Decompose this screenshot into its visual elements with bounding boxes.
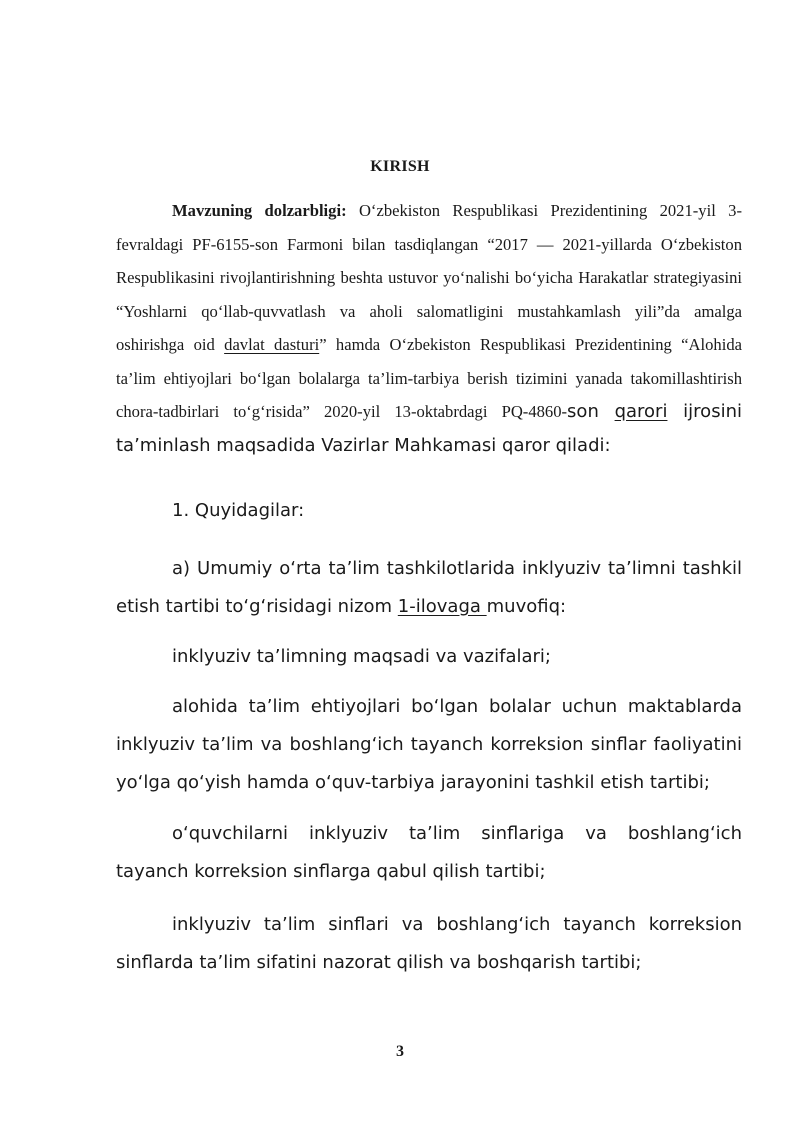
qarori-link[interactable]: qarori <box>614 401 668 422</box>
list-item: inklyuziv ta’lim sinflari va boshlang‘ich tayanch korreksion sinflarda ta’lim sifatini nazorat qilish va boshqarish tartibi; <box>116 914 742 973</box>
list-item: o‘quvchilarni inklyuziv ta’lim sinflariga va boshlang‘ich tayanch korreksion sinflarga qabul qilish tartibi; <box>116 823 742 882</box>
item-a-text-2: muvofiq: <box>486 596 567 617</box>
ilova-link[interactable]: 1-ilovaga <box>397 596 487 617</box>
item-a-text-1: a) Umumiy o‘rta ta’lim tashkilotlarida inklyuziv ta’limni tashkil etish tartibi to‘g‘risidagi nizom <box>116 558 742 617</box>
page-number: 3 <box>396 1043 404 1060</box>
intro-bold-lead: Mavzuning dolzarbligi: <box>172 201 347 220</box>
list-item: alohida ta’lim ehtiyojlari bo‘lgan bolalar uchun maktablarda inklyuziv ta’lim va boshlang‘ich tayanch korreksion sinflar faoliyatini yo‘lga qo‘yish hamda o‘quv-tarbiya jarayonini tashkil etish tartibi; <box>116 696 742 793</box>
page-title: KIRISH <box>370 158 430 175</box>
intro-indent <box>116 201 172 220</box>
davlat-dasturi-link[interactable]: davlat dasturi <box>224 335 320 354</box>
intro-text-4: ijrosini ta’minlash maqsadida Vazirlar Mahkamasi qaror qiladi: <box>116 401 742 456</box>
intro-text-2: ” hamda O‘zbekiston Respublikasi Prezidentining “Alohida ta’lim ehtiyojlari bo‘lgan bolalarga ta’lim-tarbiya berish tizimini yanada takomillashtirish chora-tadbirlari to‘g‘risida” 2020-yil 13-oktabrdagi PQ-4860- <box>116 335 743 421</box>
intro-text-3: son <box>567 401 615 422</box>
intro-paragraph <box>116 194 742 462</box>
list-item: inklyuziv ta’limning maqsadi va vazifalari; <box>172 646 551 667</box>
item-a-paragraph <box>116 550 742 626</box>
item-1-paragraph: 1. Quyidagilar: <box>172 500 305 521</box>
intro-text-1: O‘zbekiston Respublikasi Prezidentining 2021-yil 3-fevraldagi PF-6155-son Farmoni bilan tasdiqlangan “2017 — 2021-yillarda O‘zbekiston Respublikasini rivojlantirishning beshta ustuvor yo‘nalishi bo‘yicha Harakatlar strategiyasini “Yoshlarni qo‘llab-quvvatlash va aholi salomatligini mustahkamlash yili”da amalga oshirishga oid <box>116 201 742 354</box>
